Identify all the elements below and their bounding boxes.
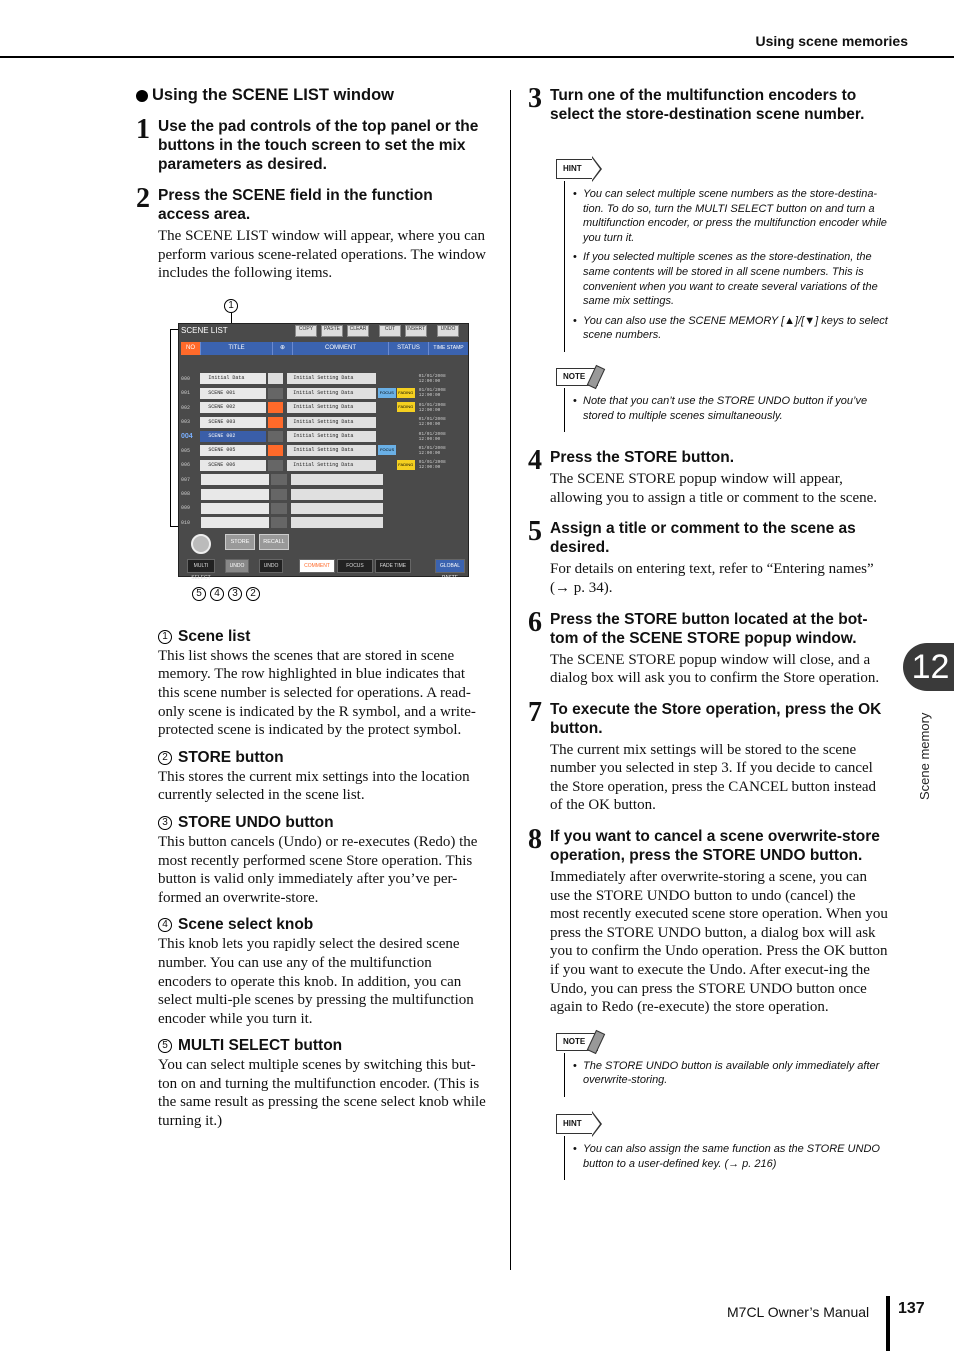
step-number: 6: [528, 606, 542, 638]
item-title: MULTI SELECT button: [178, 1037, 343, 1055]
col-comment[interactable]: COMMENT: [293, 342, 389, 355]
step-heading: If you want to cancel a scene overwrite-store operation, press the STORE UNDO button.: [550, 828, 880, 865]
screen-title: SCENE LIST: [181, 325, 228, 335]
scene-title[interactable]: SCENE 003: [200, 417, 266, 428]
list-item: • If you selected multiple scenes as the store-destination, the same contents will be stored in all scene numbers. This is convenient when you want to create several variations of the same mix settings.: [573, 250, 888, 308]
list-item: • You can select multiple scene numbers as the store-destina-tion. To do so, turn the MULTI SELECT button on and turn a multifunction encoder, or press the multifunction encoder while you turn it.: [573, 187, 888, 245]
scene-time-stamp: 01/01/2008 12:00:00: [418, 373, 446, 384]
step-number: 8: [528, 824, 542, 856]
item-number: 5: [158, 1039, 172, 1053]
scene-title[interactable]: SCENE 006: [200, 460, 266, 471]
callout-3: 3: [228, 587, 242, 601]
section-title-text: Using the SCENE LIST window: [152, 86, 395, 104]
protect-icon[interactable]: [268, 445, 283, 456]
copy-button[interactable]: COPY: [295, 325, 317, 337]
scene-number: 000: [181, 375, 191, 382]
undo-toolbar-button[interactable]: UNDO: [437, 325, 459, 337]
scene-number: 010: [181, 519, 191, 526]
scene-time-stamp: 01/01/2008 12:00:00: [418, 388, 446, 399]
item-body: You can select multiple scenes by switching this but-ton on and turning the multifunction encoder. (This is the same result as pressing the scene select knob while turning it.): [158, 1057, 486, 1130]
callout-4: 4: [210, 587, 224, 601]
item-description: [158, 748, 488, 805]
item-heading: [158, 748, 488, 768]
scene-time-stamp: 01/01/2008 12:00:00: [418, 431, 446, 442]
store-undo-button[interactable]: UNDO: [225, 559, 249, 573]
list-header: [181, 342, 468, 355]
scene-row[interactable]: [181, 473, 468, 487]
scene-status: [385, 474, 423, 485]
scene-comment[interactable]: Initial Setting Data: [287, 417, 376, 428]
status-tag: FADING: [397, 460, 415, 470]
scene-number: 007: [181, 476, 191, 483]
scene-comment[interactable]: Initial Setting Data: [287, 431, 376, 442]
scene-comment[interactable]: Initial Setting Data: [287, 402, 376, 413]
scene-number: 006: [181, 462, 191, 469]
scene-title[interactable]: [201, 489, 269, 500]
scene-number: 005: [181, 447, 191, 454]
step-number: 5: [528, 516, 542, 548]
scene-time-stamp: 01/01/2008 12:00:00: [418, 402, 446, 413]
scene-time-stamp: 01/01/2008 12:00:00: [418, 460, 446, 471]
scene-number: 009: [181, 505, 191, 512]
pencil-icon: [587, 365, 605, 389]
item-number: 2: [158, 751, 172, 765]
scene-status: [385, 503, 423, 514]
item-body: This stores the current mix settings into the location currently selected in the scene list.: [158, 768, 470, 804]
scene-status: [385, 517, 423, 528]
step-6: [528, 606, 888, 688]
step-4: [528, 445, 888, 507]
scene-number: 002: [181, 404, 191, 411]
note-badge: [556, 1033, 598, 1051]
list-item: • You can also use the SCENE MEMORY [▲]/[▼] keys to select scene numbers.: [573, 314, 888, 343]
step-heading: To execute the Store operation, press the OK button.: [550, 700, 882, 737]
step-number: 4: [528, 445, 542, 477]
col-title[interactable]: TITLE: [201, 342, 273, 355]
recall-undo-button[interactable]: UNDO: [259, 559, 283, 573]
hint-badge: HINT: [556, 1114, 593, 1134]
scene-comment[interactable]: Initial Setting Data: [287, 388, 376, 399]
scene-row[interactable]: [181, 386, 468, 400]
store-button[interactable]: STORE: [225, 534, 255, 550]
callout-5: 5: [192, 587, 206, 601]
step-5: [528, 516, 888, 597]
item-description: [158, 627, 488, 740]
scene-status: [378, 460, 415, 471]
scene-list-screen: [178, 323, 469, 581]
col-time-stamp[interactable]: TIME STAMP: [433, 344, 464, 351]
scene-row[interactable]: [181, 444, 468, 458]
left-column: [136, 86, 488, 1131]
step-body: For details on entering text, refer to “Entering names” (→ p. 34).: [550, 561, 874, 596]
scene-row[interactable]: [181, 415, 468, 429]
column-divider: [510, 90, 511, 1270]
hint-list: [564, 181, 888, 352]
protect-icon[interactable]: [268, 388, 283, 399]
scene-status: [378, 402, 415, 413]
note-list: [564, 388, 888, 432]
tab-comment[interactable]: COMMENT: [299, 559, 335, 573]
scene-number: 001: [181, 390, 191, 397]
protect-icon[interactable]: [271, 503, 287, 514]
hint-box-1: [556, 158, 888, 352]
hint-badge: HINT: [556, 159, 593, 179]
protect-icon[interactable]: [271, 474, 287, 485]
footer-manual-title: M7CL Owner’s Manual: [727, 1304, 870, 1320]
item-heading: [158, 915, 488, 935]
protect-icon[interactable]: [271, 489, 287, 500]
step-2: [136, 183, 488, 283]
protect-icon[interactable]: [268, 402, 283, 413]
scene-status: [378, 388, 415, 399]
item-number: 1: [158, 630, 172, 644]
global-paste-button[interactable]: GLOBAL PASTE: [435, 559, 465, 573]
protect-icon[interactable]: [268, 373, 283, 384]
item-number: 4: [158, 918, 172, 932]
item-heading: [158, 627, 488, 647]
list-item: • The STORE UNDO button is available only immediately after overwrite-storing.: [573, 1059, 888, 1088]
protect-icon[interactable]: [271, 517, 287, 528]
cut-button[interactable]: CUT: [379, 325, 401, 337]
col-protect[interactable]: ⊕: [273, 342, 293, 355]
step-number: 2: [136, 183, 150, 214]
screen-toolbar: [295, 325, 459, 337]
scene-comment[interactable]: Initial Setting Data: [287, 445, 376, 456]
right-column: [528, 83, 888, 1180]
scene-title[interactable]: SCENE 005: [200, 445, 266, 456]
step-heading: Turn one of the multifunction encoders to select the store-destination scene number.: [550, 87, 865, 123]
step-heading: Assign a title or comment to the scene as desired.: [550, 520, 856, 557]
list-item: • You can also assign the same function as the STORE UNDO button to a user-defined key. (→ p. 216): [573, 1142, 888, 1171]
paste-button[interactable]: PASTE: [321, 325, 343, 337]
chapter-tab: 12: [903, 643, 954, 691]
col-status[interactable]: STATUS: [389, 342, 429, 355]
note-box-1: [556, 366, 888, 432]
item-descriptions: [136, 627, 488, 1131]
note-label: NOTE: [563, 371, 586, 381]
step-body: The SCENE STORE popup window will appear, allowing you to assign a title or comment to the scene.: [550, 471, 878, 506]
scene-row[interactable]: [181, 501, 468, 515]
pencil-icon: [587, 1030, 605, 1054]
item-title: Scene list: [178, 627, 251, 645]
hint-list: [564, 1136, 888, 1180]
screen-bottom-bar: [181, 532, 468, 581]
step-body: The SCENE STORE popup window will close, and a dialog box will ask you to confirm the Store operation.: [550, 651, 880, 687]
item-body: This list shows the scenes that are stored in scene memory. The row highlighted in blue indicates that this scene number is selected for operations. A read-only scene is indicated by the R symbol, and a write-protected scene is indicated by the protect symbol.: [158, 647, 476, 739]
note-badge: [556, 368, 598, 386]
hint-box-2: [556, 1113, 888, 1180]
chapter-side-label: Scene memory: [917, 712, 932, 800]
scene-comment[interactable]: [291, 503, 383, 514]
scene-row[interactable]: [181, 401, 468, 415]
item-number: 3: [158, 816, 172, 830]
item-heading: [158, 1036, 488, 1056]
insert-button[interactable]: INSERT: [405, 325, 427, 337]
scene-comment[interactable]: [291, 489, 383, 500]
step-heading: Press the STORE button located at the bot-tom of the SCENE STORE popup window.: [550, 610, 868, 647]
scene-title[interactable]: [201, 503, 269, 514]
callout-1: 1: [224, 299, 238, 313]
item-title: STORE UNDO button: [178, 813, 334, 831]
status-spacer: [378, 402, 396, 412]
scene-status: [378, 445, 415, 456]
note-list: [564, 1053, 888, 1097]
scene-comment[interactable]: Initial Setting Data: [287, 460, 376, 471]
scene-title[interactable]: SCENE 002: [200, 431, 266, 442]
scene-number: 008: [181, 491, 191, 498]
scene-row[interactable]: [181, 458, 468, 472]
clear-button[interactable]: CLEAR: [347, 325, 369, 337]
scene-row[interactable]: [181, 429, 468, 443]
recall-button[interactable]: RECALL: [259, 534, 289, 550]
note-box-2: [556, 1031, 888, 1097]
scene-title[interactable]: SCENE 001: [200, 388, 266, 399]
step-8: [528, 824, 888, 1017]
multi-select-button[interactable]: MULTI SELECT: [187, 559, 215, 573]
item-heading: [158, 813, 488, 833]
item-description: [158, 813, 488, 907]
step-1: [136, 114, 488, 174]
scene-title[interactable]: [201, 474, 269, 485]
step-body: Immediately after overwrite-storing a scene, you can use the STORE UNDO button to undo (cancel) the most recently executed scene store operation. When you press the STORE UNDO button, a dialog box will ask you to confirm the Undo operation. Press the OK button if you want to execute the Undo. After execut-ing the Undo, you can press the STORE UNDO button once again to Redo (re-execute) the store operation.: [550, 869, 888, 1016]
scene-status: [378, 373, 415, 384]
scene-rows: [181, 372, 468, 530]
col-no[interactable]: NO: [181, 342, 201, 355]
scene-time-stamp: 01/01/2008 12:00:00: [418, 445, 446, 456]
callout-2: 2: [246, 587, 260, 601]
scene-number: 004: [181, 433, 193, 441]
scene-list-figure: [158, 299, 488, 619]
step-number: 7: [528, 696, 542, 728]
running-title: Using scene memories: [755, 33, 908, 49]
protect-icon[interactable]: [268, 417, 283, 428]
scene-row[interactable]: [181, 487, 468, 501]
status-spacer: [378, 460, 396, 470]
item-body: This knob lets you rapidly select the desired scene number. You can use any of the multifunction encoders to operate this knob. In addition, you can select multi-ple scenes by pressing the multifunction encoder while you turn it.: [158, 936, 474, 1027]
item-description: [158, 915, 488, 1028]
step-heading: Press the STORE button.: [550, 449, 735, 467]
footer-rule: [886, 1296, 890, 1351]
header-rule: [0, 56, 954, 58]
protect-icon[interactable]: [268, 431, 283, 442]
step-7: [528, 696, 888, 815]
scene-comment[interactable]: Initial Setting Data: [287, 373, 376, 384]
status-tag: FADING: [397, 388, 415, 398]
status-tag: FADING: [397, 402, 415, 412]
step-body: The current mix settings will be stored to the scene number you selected in step 3. If you decide to cancel the Store operation, press the CANCEL button instead of the OK button.: [550, 741, 877, 814]
section-title: [136, 86, 488, 105]
step-number: 1: [136, 114, 150, 145]
scene-status: [378, 431, 415, 442]
status-tag: FOCUS: [378, 388, 396, 398]
step-3: [528, 83, 888, 124]
page-number: 137: [898, 1300, 925, 1317]
scene-status: [378, 417, 415, 428]
scene-row[interactable]: [181, 516, 468, 530]
step-number: 3: [528, 83, 542, 114]
status-tag: FOCUS: [378, 445, 396, 455]
scene-row[interactable]: [181, 372, 468, 386]
step-body: The SCENE LIST window will appear, where you can perform various scene-related operations. The window includes the following items.: [158, 228, 486, 282]
protect-icon[interactable]: [268, 460, 283, 471]
scene-select-knob[interactable]: [191, 534, 211, 554]
scene-title[interactable]: Initial Data: [200, 373, 266, 384]
tab-focus[interactable]: FOCUS: [337, 559, 373, 573]
scene-time-stamp: 01/01/2008 12:00:00: [418, 417, 446, 428]
item-title: Scene select knob: [178, 916, 314, 934]
tab-fade-time[interactable]: FADE TIME: [375, 559, 411, 573]
scene-number: 003: [181, 419, 191, 426]
scene-title[interactable]: [201, 517, 269, 528]
bullet-icon: [136, 90, 148, 102]
scene-comment[interactable]: [291, 474, 383, 485]
list-item: • Note that you can’t use the STORE UNDO button if you’ve stored to multiple scenes simultaneously.: [573, 394, 888, 423]
scene-title[interactable]: SCENE 002: [200, 402, 266, 413]
note-label: NOTE: [563, 1036, 586, 1046]
item-description: [158, 1036, 488, 1130]
item-title: STORE button: [178, 748, 284, 766]
step-heading: Use the pad controls of the top panel or the buttons in the touch screen to set the mix parameters as desired.: [158, 118, 479, 173]
item-body: This button cancels (Undo) or re-executes (Redo) the most recently performed scene Store operation. This button is valid only immediately after you’ve per-formed an overwrite-store.: [158, 833, 478, 906]
scene-status: [385, 489, 423, 500]
scene-comment[interactable]: [291, 517, 383, 528]
step-heading: Press the SCENE field in the function access area.: [158, 187, 433, 223]
